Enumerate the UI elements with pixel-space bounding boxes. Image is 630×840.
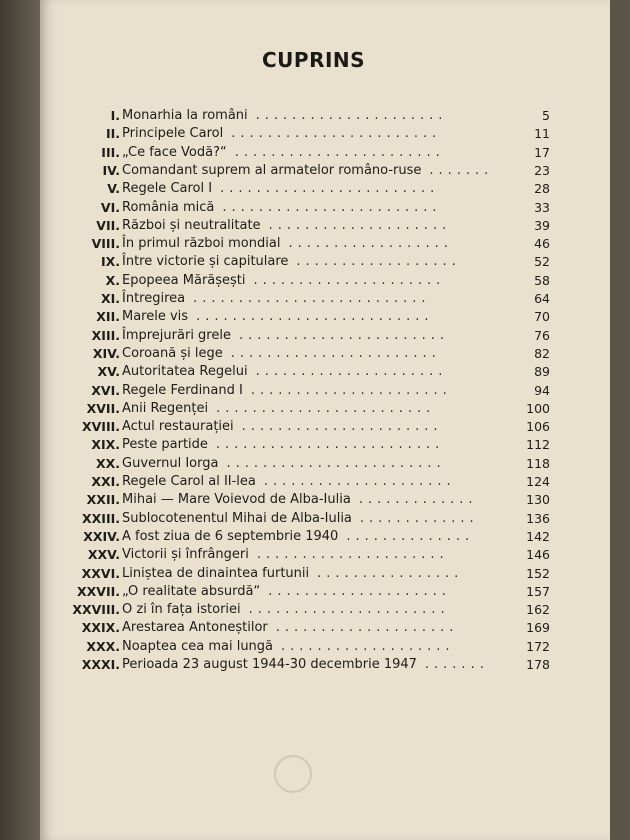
leader-dots: .......................... (193, 291, 431, 306)
toc-entry (0, 566, 630, 585)
chapter-title: Epopeea Mărășești (122, 272, 246, 288)
toc-entry (0, 584, 630, 603)
toc-entry (0, 383, 630, 402)
page-number: 28 (534, 181, 550, 197)
page-number: 172 (526, 638, 550, 654)
toc-entry (0, 529, 630, 548)
chapter-title: Război și neutralitate (122, 217, 261, 233)
chapter-number: XIV. (92, 345, 120, 361)
chapter-title: Regele Ferdinand I (122, 382, 243, 398)
leader-dots: ...................... (241, 419, 443, 435)
chapter-number: XIX. (91, 437, 120, 453)
toc-entry (0, 657, 630, 676)
page-number: 39 (534, 217, 550, 233)
toc-entry (0, 456, 630, 475)
leader-dots: ....................... (231, 126, 442, 142)
chapter-number: III. (101, 144, 120, 160)
leader-dots: .................. (296, 254, 461, 270)
chapter-number: XXVIII. (72, 602, 120, 618)
toc-entry (0, 145, 630, 164)
toc-entry (0, 108, 630, 127)
chapter-title: Întregirea (122, 291, 186, 306)
page-number: 23 (534, 162, 550, 178)
toc-entry (0, 511, 630, 530)
chapter-title: Sublocotenentul Mihai de Alba-Iulia (122, 510, 352, 526)
toc-entry (0, 547, 630, 566)
chapter-number: XXX. (86, 638, 120, 654)
toc-entry (0, 474, 630, 493)
chapter-number: XII. (96, 309, 120, 325)
leader-dots: ..................... (255, 364, 448, 380)
chapter-title: O zi în fața istoriei (122, 602, 241, 618)
chapter-number: IV. (102, 162, 120, 178)
leader-dots: .......................... (196, 309, 434, 325)
chapter-number: XXII. (86, 492, 120, 508)
toc-entry (0, 620, 630, 639)
chapter-title: Regele Carol al II-lea (122, 474, 256, 489)
chapter-title: Noaptea cea mai lungă (122, 638, 274, 654)
leader-dots: ........................ (216, 400, 436, 416)
faded-stamp (274, 755, 312, 793)
leader-dots: ..................... (255, 108, 448, 123)
page-number: 142 (526, 528, 550, 544)
leader-dots: .............. (346, 528, 475, 544)
chapter-title: Regele Carol I (122, 181, 213, 197)
leader-dots: ..................... (263, 474, 456, 489)
toc-entry (0, 200, 630, 219)
chapter-number: XXIII. (82, 510, 120, 526)
chapter-title: Coroană și lege (122, 345, 223, 361)
leader-dots: ...................... (248, 602, 450, 618)
chapter-number: VII. (96, 217, 120, 233)
chapter-title: Autoritatea Regelui (122, 364, 248, 380)
toc-entry (0, 437, 630, 456)
toc-entry (0, 163, 630, 182)
page-number: 178 (526, 657, 550, 672)
toc-entry (0, 639, 630, 658)
page-number: 152 (526, 565, 550, 581)
page-number: 112 (526, 437, 550, 453)
toc-entry (0, 346, 630, 365)
chapter-number: XXVI. (81, 565, 120, 581)
chapter-number: VI. (100, 199, 120, 215)
chapter-title: Guvernul Iorga (122, 455, 219, 471)
chapter-number: XXVII. (77, 583, 120, 599)
page-number: 17 (534, 144, 550, 160)
page-number: 124 (526, 474, 550, 489)
chapter-title: În primul război mondial (122, 236, 281, 252)
page-number: 100 (526, 400, 550, 416)
page-number: 146 (526, 547, 550, 563)
leader-dots: ....................... (238, 327, 450, 343)
toc-entry (0, 328, 630, 347)
page-number: 89 (534, 364, 550, 380)
chapter-number: V. (107, 181, 120, 197)
chapter-number: XVI. (91, 382, 120, 398)
page-number: 106 (526, 419, 550, 435)
page-number: 33 (534, 199, 550, 215)
leader-dots: .................... (268, 583, 451, 599)
toc-entry (0, 254, 630, 273)
page-number: 64 (534, 291, 550, 306)
page-number: 58 (534, 272, 550, 288)
chapter-title: Împrejurări grele (122, 327, 231, 343)
leader-dots: ........................ (226, 455, 446, 471)
chapter-title: Peste partide (122, 437, 208, 453)
leader-dots: ..................... (253, 272, 446, 288)
chapter-title: Principele Carol (122, 126, 224, 142)
toc-entry (0, 126, 630, 145)
chapter-title: România mică (122, 199, 215, 215)
leader-dots: ....... (429, 162, 494, 178)
chapter-title: Monarhia la români (122, 108, 248, 123)
chapter-number: XVIII. (81, 419, 120, 435)
toc-entry (0, 291, 630, 310)
chapter-title: Marele vis (122, 309, 189, 325)
chapter-title: Comandant suprem al armatelor româno-ruse (122, 162, 422, 178)
toc-entry (0, 309, 630, 328)
chapter-title: Victorii și înfrângeri (122, 547, 249, 563)
page-number: 157 (526, 583, 550, 599)
chapter-number: I. (110, 108, 120, 123)
leader-dots: ...................... (250, 382, 452, 398)
chapter-title: Actul restaurației (122, 419, 234, 435)
chapter-title: „O realitate absurdă“ (122, 583, 261, 599)
leader-dots: ....... (424, 657, 489, 672)
leader-dots: .................. (288, 236, 453, 252)
leader-dots: ........................ (222, 199, 442, 215)
page-number: 5 (542, 108, 550, 123)
chapter-title: Liniștea de dinaintea furtunii (122, 565, 310, 581)
leader-dots: ............. (359, 510, 479, 526)
chapter-title: Mihai — Mare Voievod de Alba-Iulia (122, 492, 351, 508)
chapter-title: Anii Regenței (122, 400, 209, 416)
page-number: 11 (534, 126, 550, 142)
page-number: 118 (526, 455, 550, 471)
toc-entry (0, 419, 630, 438)
page-number: 136 (526, 510, 550, 526)
leader-dots: ..................... (256, 547, 449, 563)
chapter-number: VIII. (91, 236, 120, 252)
chapter-title: Arestarea Antoneștilor (122, 620, 268, 636)
page-number: 130 (526, 492, 550, 508)
page-number: 52 (534, 254, 550, 270)
page-number: 169 (526, 620, 550, 636)
leader-dots: ................... (281, 638, 455, 654)
page-number: 46 (534, 236, 550, 252)
chapter-number: II. (105, 126, 120, 142)
chapter-number: XIII. (91, 327, 120, 343)
chapter-number: XXIV. (83, 528, 120, 544)
chapter-number: XXXI. (81, 657, 120, 672)
chapter-title: A fost ziua de 6 septembrie 1940 (122, 528, 339, 544)
toc-entry (0, 218, 630, 237)
toc-entry (0, 273, 630, 292)
leader-dots: ................ (317, 565, 464, 581)
toc-entry (0, 401, 630, 420)
chapter-number: XVII. (86, 400, 120, 416)
leader-dots: .................... (275, 620, 459, 636)
toc-entry (0, 181, 630, 200)
chapter-title: Perioada 23 august 1944-30 decembrie 1947 (122, 657, 417, 672)
chapter-title: „Ce face Vodă?“ (122, 144, 227, 160)
chapter-number: IX. (100, 254, 120, 270)
chapter-number: X. (105, 272, 120, 288)
page-number: 82 (534, 345, 550, 361)
toc-entry (0, 602, 630, 621)
leader-dots: ....................... (230, 345, 441, 361)
toc-entry (0, 492, 630, 511)
toc-entry (0, 236, 630, 255)
leader-dots: .................... (268, 217, 452, 233)
chapter-number: XXI. (91, 474, 120, 489)
chapter-number: XV. (97, 364, 120, 380)
leader-dots: ............. (358, 492, 478, 508)
chapter-number: XI. (100, 291, 120, 306)
leader-dots: ....................... (234, 144, 445, 160)
leader-dots: ........................ (220, 181, 440, 197)
chapter-number: XXIX. (81, 620, 120, 636)
page-number: 162 (526, 602, 550, 618)
page-title: CUPRINS (262, 48, 366, 72)
chapter-number: XX. (95, 455, 120, 471)
chapter-number: XXV. (87, 547, 120, 563)
page-number: 94 (534, 382, 550, 398)
page-number: 76 (534, 327, 550, 343)
chapter-title: Între victorie și capitulare (122, 254, 289, 270)
page-number: 70 (534, 309, 550, 325)
toc-entry (0, 364, 630, 383)
leader-dots: ......................... (215, 437, 445, 453)
